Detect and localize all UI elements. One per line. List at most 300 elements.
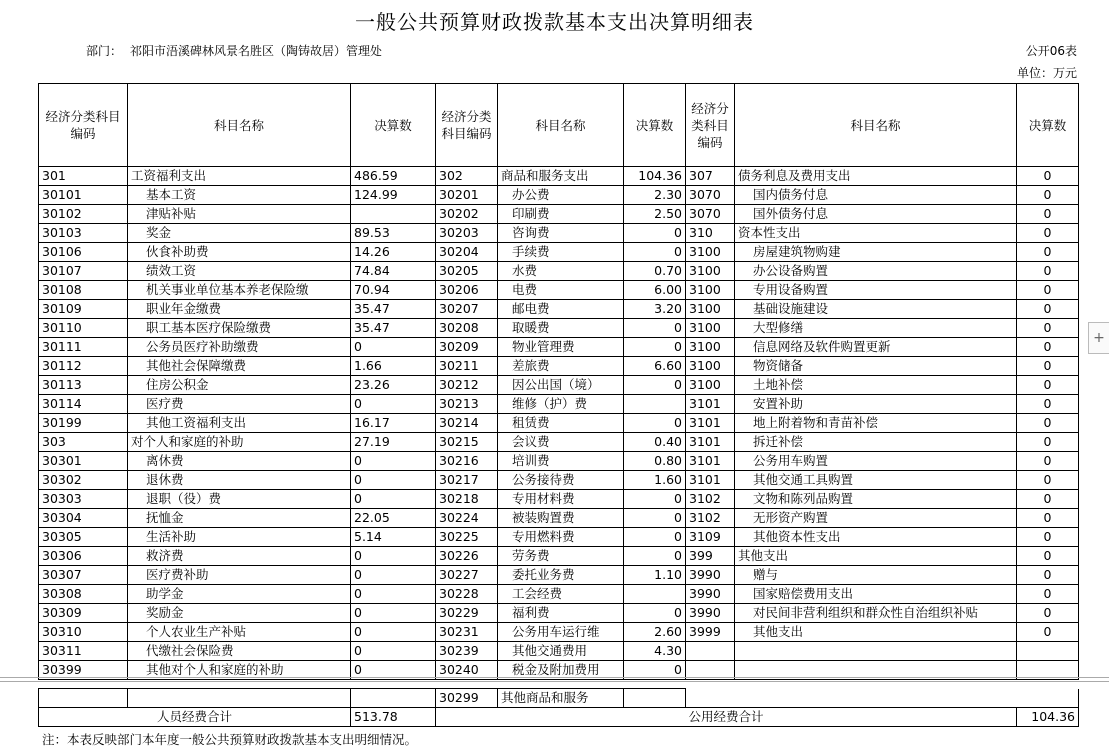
name-cell: 基本工资 xyxy=(128,186,351,205)
amount-cell: 0 xyxy=(624,243,686,262)
amount-cell: 0 xyxy=(1017,490,1079,509)
name-cell: 劳务费 xyxy=(498,547,624,566)
amount-cell: 1.10 xyxy=(624,566,686,585)
code-cell: 3990 xyxy=(686,585,735,604)
name-cell: 差旅费 xyxy=(498,357,624,376)
code-cell: 3101 xyxy=(686,414,735,433)
code-cell: 30215 xyxy=(436,433,498,452)
code-cell: 30202 xyxy=(436,205,498,224)
amount-cell: 0.80 xyxy=(624,452,686,471)
code-cell: 30212 xyxy=(436,376,498,395)
amount-cell: 0 xyxy=(624,490,686,509)
header-name-3: 科目名称 xyxy=(735,84,1017,167)
amount-cell: 0 xyxy=(351,585,436,604)
table-row xyxy=(39,566,1079,585)
amount-cell: 0 xyxy=(1017,300,1079,319)
amount-cell: 4.30 xyxy=(624,642,686,661)
code-cell: 30113 xyxy=(39,376,128,395)
amount-cell xyxy=(624,585,686,604)
name-cell: 职业年金缴费 xyxy=(128,300,351,319)
extra-empty-cell xyxy=(1017,689,1079,708)
unit-label: 单位：万元 xyxy=(1016,66,1077,80)
name-cell: 房屋建筑物购建 xyxy=(735,243,1017,262)
code-cell: 3100 xyxy=(686,243,735,262)
code-cell: 30231 xyxy=(436,623,498,642)
code-cell: 303 xyxy=(39,433,128,452)
amount-cell: 0 xyxy=(1017,319,1079,338)
amount-cell: 0 xyxy=(1017,243,1079,262)
name-cell: 电费 xyxy=(498,281,624,300)
table-row xyxy=(39,319,1079,338)
table-row xyxy=(39,452,1079,471)
amount-cell: 0 xyxy=(624,509,686,528)
amount-cell: 1.66 xyxy=(351,357,436,376)
amount-cell xyxy=(624,395,686,414)
code-cell: 30103 xyxy=(39,224,128,243)
code-cell: 30218 xyxy=(436,490,498,509)
table-code: 公开06表 xyxy=(1025,44,1077,58)
code-cell: 399 xyxy=(686,547,735,566)
code-cell: 3102 xyxy=(686,490,735,509)
amount-cell: 0 xyxy=(351,395,436,414)
name-cell: 工资福利支出 xyxy=(128,167,351,186)
name-cell: 基础设施建设 xyxy=(735,300,1017,319)
name-cell: 租赁费 xyxy=(498,414,624,433)
name-cell: 机关事业单位基本养老保险缴 xyxy=(128,281,351,300)
name-cell: 代缴社会保险费 xyxy=(128,642,351,661)
header-amount-2: 决算数 xyxy=(624,84,686,167)
amount-cell: 70.94 xyxy=(351,281,436,300)
code-cell: 30201 xyxy=(436,186,498,205)
code-cell: 3100 xyxy=(686,376,735,395)
code-cell: 30213 xyxy=(436,395,498,414)
amount-cell: 0 xyxy=(351,623,436,642)
name-cell: 救济费 xyxy=(128,547,351,566)
code-cell: 30399 xyxy=(39,661,128,680)
amount-cell: 0 xyxy=(1017,509,1079,528)
extra-name-2: 其他商品和服务 xyxy=(498,689,624,708)
name-cell: 公务用车购置 xyxy=(735,452,1017,471)
code-cell: 30109 xyxy=(39,300,128,319)
code-cell: 30304 xyxy=(39,509,128,528)
table-row xyxy=(39,357,1079,376)
code-cell: 3101 xyxy=(686,452,735,471)
department-line xyxy=(86,42,382,59)
code-cell: 30311 xyxy=(39,642,128,661)
extra-code-2: 30299 xyxy=(436,689,498,708)
table-row xyxy=(39,471,1079,490)
header-name-1: 科目名称 xyxy=(128,84,351,167)
code-cell: 3102 xyxy=(686,509,735,528)
sheet-break-line xyxy=(0,681,1109,682)
name-cell: 无形资产购置 xyxy=(735,509,1017,528)
amount-cell: 6.60 xyxy=(624,357,686,376)
amount-cell: 0 xyxy=(624,604,686,623)
table-row xyxy=(39,338,1079,357)
extra-empty-cell xyxy=(735,689,1017,708)
code-cell: 30303 xyxy=(39,490,128,509)
name-cell: 离休费 xyxy=(128,452,351,471)
amount-cell: 0 xyxy=(1017,338,1079,357)
name-cell: 职工基本医疗保险缴费 xyxy=(128,319,351,338)
code-cell: 3999 xyxy=(686,623,735,642)
header-name-2: 科目名称 xyxy=(498,84,624,167)
code-cell: 30203 xyxy=(436,224,498,243)
header-code-1: 经济分类科目编码 xyxy=(39,84,128,167)
name-cell: 培训费 xyxy=(498,452,624,471)
name-cell: 因公出国（境） xyxy=(498,376,624,395)
name-cell xyxy=(735,642,1017,661)
name-cell: 绩效工资 xyxy=(128,262,351,281)
public-total-label: 公用经费合计 xyxy=(436,708,1017,727)
amount-cell: 3.20 xyxy=(624,300,686,319)
amount-cell: 22.05 xyxy=(351,509,436,528)
code-cell: 30205 xyxy=(436,262,498,281)
name-cell: 拆迁补偿 xyxy=(735,433,1017,452)
code-cell: 3100 xyxy=(686,357,735,376)
amount-cell: 0 xyxy=(1017,357,1079,376)
table-row xyxy=(39,300,1079,319)
extra-row xyxy=(39,689,1079,708)
amount-cell: 0 xyxy=(1017,471,1079,490)
name-cell: 维修（护）费 xyxy=(498,395,624,414)
name-cell: 医疗费 xyxy=(128,395,351,414)
amount-cell xyxy=(1017,642,1079,661)
code-cell: 30306 xyxy=(39,547,128,566)
header-amount-3: 决算数 xyxy=(1017,84,1079,167)
code-cell: 30211 xyxy=(436,357,498,376)
code-cell: 30309 xyxy=(39,604,128,623)
name-cell: 专用设备购置 xyxy=(735,281,1017,300)
name-cell: 其他资本性支出 xyxy=(735,528,1017,547)
table-row xyxy=(39,262,1079,281)
amount-cell: 0 xyxy=(351,566,436,585)
amount-cell: 0 xyxy=(624,338,686,357)
amount-cell: 0 xyxy=(1017,452,1079,471)
code-cell xyxy=(686,642,735,661)
name-cell: 公务用车运行维 xyxy=(498,623,624,642)
code-cell: 30226 xyxy=(436,547,498,566)
amount-cell: 23.26 xyxy=(351,376,436,395)
personnel-total-label: 人员经费合计 xyxy=(39,708,351,727)
extra-amount-2 xyxy=(624,689,686,708)
amount-cell: 486.59 xyxy=(351,167,436,186)
name-cell: 国家赔偿费用支出 xyxy=(735,585,1017,604)
code-cell: 30225 xyxy=(436,528,498,547)
amount-cell: 0 xyxy=(1017,376,1079,395)
extra-name-1 xyxy=(128,689,351,708)
amount-cell: 0 xyxy=(624,376,686,395)
table-row xyxy=(39,547,1079,566)
amount-cell: 0 xyxy=(624,414,686,433)
name-cell: 国内债务付息 xyxy=(735,186,1017,205)
code-cell: 30207 xyxy=(436,300,498,319)
code-cell: 30224 xyxy=(436,509,498,528)
code-cell: 30107 xyxy=(39,262,128,281)
footnote: 注：本表反映部门本年度一般公共预算财政拨款基本支出明细情况。 xyxy=(42,732,418,747)
table-row xyxy=(39,604,1079,623)
amount-cell: 74.84 xyxy=(351,262,436,281)
code-cell: 3100 xyxy=(686,262,735,281)
amount-cell: 124.99 xyxy=(351,186,436,205)
amount-cell xyxy=(351,205,436,224)
amount-cell: 0 xyxy=(351,471,436,490)
expenditure-table xyxy=(38,83,1079,680)
amount-cell: 0 xyxy=(1017,224,1079,243)
amount-cell: 0 xyxy=(1017,205,1079,224)
amount-cell: 0 xyxy=(1017,604,1079,623)
amount-cell: 0 xyxy=(624,528,686,547)
name-cell: 专用材料费 xyxy=(498,490,624,509)
name-cell: 债务利息及费用支出 xyxy=(735,167,1017,186)
name-cell: 对民间非营利组织和群众性自治组织补贴 xyxy=(735,604,1017,623)
table-row xyxy=(39,224,1079,243)
table-row xyxy=(39,642,1079,661)
code-cell: 3101 xyxy=(686,471,735,490)
code-cell: 3990 xyxy=(686,566,735,585)
code-cell: 30229 xyxy=(436,604,498,623)
code-cell: 30302 xyxy=(39,471,128,490)
code-cell: 3990 xyxy=(686,604,735,623)
amount-cell: 5.14 xyxy=(351,528,436,547)
code-cell: 30206 xyxy=(436,281,498,300)
name-cell: 住房公积金 xyxy=(128,376,351,395)
totals-table xyxy=(38,688,1079,727)
amount-cell: 0 xyxy=(351,490,436,509)
table-row xyxy=(39,414,1079,433)
amount-cell: 14.26 xyxy=(351,243,436,262)
name-cell: 其他社会保障缴费 xyxy=(128,357,351,376)
code-cell: 3100 xyxy=(686,281,735,300)
code-cell: 30209 xyxy=(436,338,498,357)
code-cell: 30110 xyxy=(39,319,128,338)
amount-cell: 0 xyxy=(351,338,436,357)
name-cell: 个人农业生产补贴 xyxy=(128,623,351,642)
code-cell: 3100 xyxy=(686,338,735,357)
code-cell: 30307 xyxy=(39,566,128,585)
table-row xyxy=(39,509,1079,528)
extra-amount-1 xyxy=(351,689,436,708)
amount-cell: 0 xyxy=(1017,623,1079,642)
name-cell: 土地补偿 xyxy=(735,376,1017,395)
table-row xyxy=(39,433,1079,452)
amount-cell: 0 xyxy=(624,319,686,338)
amount-cell: 0 xyxy=(1017,167,1079,186)
code-cell: 30310 xyxy=(39,623,128,642)
name-cell: 手续费 xyxy=(498,243,624,262)
name-cell: 被装购置费 xyxy=(498,509,624,528)
amount-cell: 0 xyxy=(351,661,436,680)
amount-cell: 0 xyxy=(351,547,436,566)
header-row xyxy=(39,84,1079,167)
name-cell: 公务接待费 xyxy=(498,471,624,490)
expand-panel-button[interactable]: + xyxy=(1088,322,1109,354)
name-cell: 水费 xyxy=(498,262,624,281)
code-cell: 30199 xyxy=(39,414,128,433)
name-cell: 奖励金 xyxy=(128,604,351,623)
amount-cell: 0 xyxy=(1017,585,1079,604)
extra-empty-cell xyxy=(686,689,735,708)
amount-cell: 0 xyxy=(351,452,436,471)
code-cell: 30227 xyxy=(436,566,498,585)
amount-cell: 0 xyxy=(1017,547,1079,566)
name-cell: 其他工资福利支出 xyxy=(128,414,351,433)
amount-cell: 0 xyxy=(624,547,686,566)
name-cell: 伙食补助费 xyxy=(128,243,351,262)
name-cell: 物资储备 xyxy=(735,357,1017,376)
amount-cell: 0 xyxy=(1017,262,1079,281)
name-cell: 税金及附加费用 xyxy=(498,661,624,680)
name-cell: 会议费 xyxy=(498,433,624,452)
code-cell: 30216 xyxy=(436,452,498,471)
code-cell: 302 xyxy=(436,167,498,186)
code-cell: 30111 xyxy=(39,338,128,357)
name-cell: 奖金 xyxy=(128,224,351,243)
code-cell: 3109 xyxy=(686,528,735,547)
amount-cell: 0.70 xyxy=(624,262,686,281)
code-cell: 30308 xyxy=(39,585,128,604)
code-cell: 30112 xyxy=(39,357,128,376)
amount-cell: 6.00 xyxy=(624,281,686,300)
amount-cell: 35.47 xyxy=(351,300,436,319)
name-cell: 生活补助 xyxy=(128,528,351,547)
table-row xyxy=(39,490,1079,509)
department-name: 祁阳市浯溪碑林风景名胜区（陶铸故居）管理处 xyxy=(130,44,383,58)
name-cell: 地上附着物和青苗补偿 xyxy=(735,414,1017,433)
code-cell: 30305 xyxy=(39,528,128,547)
totals-row xyxy=(39,708,1079,727)
table-row xyxy=(39,376,1079,395)
amount-cell: 0 xyxy=(1017,395,1079,414)
name-cell: 大型修缮 xyxy=(735,319,1017,338)
name-cell: 其他交通工具购置 xyxy=(735,471,1017,490)
name-cell: 信息网络及软件购置更新 xyxy=(735,338,1017,357)
code-cell: 30240 xyxy=(436,661,498,680)
code-cell: 30208 xyxy=(436,319,498,338)
name-cell: 国外债务付息 xyxy=(735,205,1017,224)
amount-cell: 35.47 xyxy=(351,319,436,338)
amount-cell: 0 xyxy=(1017,528,1079,547)
code-cell: 30204 xyxy=(436,243,498,262)
page-title: 一般公共预算财政拨款基本支出决算明细表 xyxy=(355,10,754,34)
code-cell: 307 xyxy=(686,167,735,186)
name-cell: 其他支出 xyxy=(735,623,1017,642)
table-row xyxy=(39,243,1079,262)
name-cell: 邮电费 xyxy=(498,300,624,319)
table-row xyxy=(39,205,1079,224)
header-code-3: 经济分类科目编码 xyxy=(686,84,735,167)
amount-cell: 0 xyxy=(1017,281,1079,300)
name-cell: 其他对个人和家庭的补助 xyxy=(128,661,351,680)
name-cell: 福利费 xyxy=(498,604,624,623)
name-cell: 退休费 xyxy=(128,471,351,490)
name-cell: 委托业务费 xyxy=(498,566,624,585)
code-cell: 3100 xyxy=(686,319,735,338)
name-cell: 咨询费 xyxy=(498,224,624,243)
name-cell: 专用燃料费 xyxy=(498,528,624,547)
code-cell: 30114 xyxy=(39,395,128,414)
amount-cell: 104.36 xyxy=(624,167,686,186)
code-cell: 30106 xyxy=(39,243,128,262)
name-cell: 对个人和家庭的补助 xyxy=(128,433,351,452)
code-cell: 301 xyxy=(39,167,128,186)
sheet-break-line xyxy=(0,677,1109,678)
code-cell: 3070 xyxy=(686,205,735,224)
department-label: 部门： xyxy=(86,44,123,58)
name-cell: 其他交通费用 xyxy=(498,642,624,661)
name-cell: 办公费 xyxy=(498,186,624,205)
code-cell: 30102 xyxy=(39,205,128,224)
amount-cell: 27.19 xyxy=(351,433,436,452)
table-row xyxy=(39,167,1079,186)
amount-cell: 2.50 xyxy=(624,205,686,224)
name-cell: 公务员医疗补助缴费 xyxy=(128,338,351,357)
code-cell: 30108 xyxy=(39,281,128,300)
code-cell: 3070 xyxy=(686,186,735,205)
amount-cell: 0 xyxy=(1017,566,1079,585)
name-cell: 商品和服务支出 xyxy=(498,167,624,186)
code-cell: 30301 xyxy=(39,452,128,471)
amount-cell: 2.30 xyxy=(624,186,686,205)
name-cell: 办公设备购置 xyxy=(735,262,1017,281)
personnel-total-value: 513.78 xyxy=(351,708,436,727)
table-row xyxy=(39,585,1079,604)
header-code-2: 经济分类科目编码 xyxy=(436,84,498,167)
name-cell: 工会经费 xyxy=(498,585,624,604)
name-cell: 取暖费 xyxy=(498,319,624,338)
code-cell: 30228 xyxy=(436,585,498,604)
amount-cell: 0 xyxy=(624,661,686,680)
amount-cell: 0 xyxy=(1017,433,1079,452)
extra-code-1 xyxy=(39,689,128,708)
header-amount-1: 决算数 xyxy=(351,84,436,167)
name-cell: 安置补助 xyxy=(735,395,1017,414)
code-cell: 30214 xyxy=(436,414,498,433)
table-row xyxy=(39,186,1079,205)
name-cell: 抚恤金 xyxy=(128,509,351,528)
amount-cell: 0 xyxy=(351,604,436,623)
name-cell: 赠与 xyxy=(735,566,1017,585)
name-cell: 医疗费补助 xyxy=(128,566,351,585)
code-cell: 30239 xyxy=(436,642,498,661)
public-total-value: 104.36 xyxy=(1017,708,1079,727)
table-row xyxy=(39,528,1079,547)
amount-cell: 0 xyxy=(1017,414,1079,433)
amount-cell: 0.40 xyxy=(624,433,686,452)
table-row xyxy=(39,623,1079,642)
amount-cell: 1.60 xyxy=(624,471,686,490)
name-cell: 印刷费 xyxy=(498,205,624,224)
amount-cell: 89.53 xyxy=(351,224,436,243)
name-cell: 资本性支出 xyxy=(735,224,1017,243)
name-cell: 物业管理费 xyxy=(498,338,624,357)
name-cell: 助学金 xyxy=(128,585,351,604)
code-cell: 3101 xyxy=(686,433,735,452)
amount-cell: 0 xyxy=(351,642,436,661)
amount-cell: 0 xyxy=(624,224,686,243)
table-row xyxy=(39,281,1079,300)
name-cell: 津贴补贴 xyxy=(128,205,351,224)
code-cell: 310 xyxy=(686,224,735,243)
amount-cell: 0 xyxy=(1017,186,1079,205)
name-cell: 其他支出 xyxy=(735,547,1017,566)
code-cell: 3100 xyxy=(686,300,735,319)
code-cell: 3101 xyxy=(686,395,735,414)
code-cell: 30101 xyxy=(39,186,128,205)
amount-cell: 2.60 xyxy=(624,623,686,642)
amount-cell: 16.17 xyxy=(351,414,436,433)
code-cell: 30217 xyxy=(436,471,498,490)
